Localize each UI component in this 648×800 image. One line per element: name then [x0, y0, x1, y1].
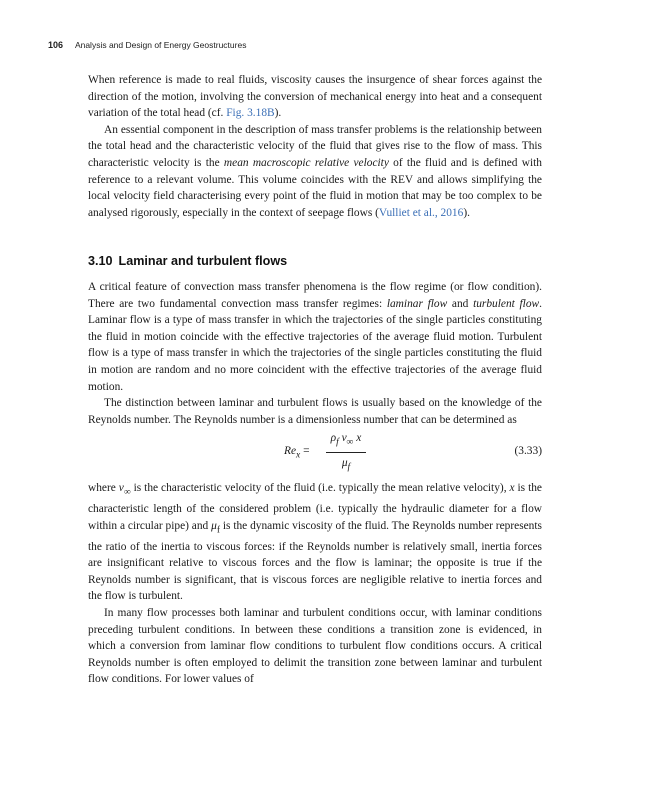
paragraph-text: is the dynamic viscosity of the fluid. The Reynolds number represents the ratio of the inertia to viscous forces: if the Reynolds number is relatively small, inertia forces are insignificant relative to viscous forces and the flow is laminar; the opposite is true if the Reynolds number is significant, that is viscous forces are negligible relative to inertia forces and the flow is turbulent. — [88, 519, 542, 603]
paragraph-text: is the characteristic length of the considered problem (i.e. typically the hydraulic diameter for a flow within a circular pipe) and — [88, 482, 542, 532]
eq-subscript: f — [347, 462, 351, 473]
paragraph-transition-zone: In many flow processes both laminar and turbulent conditions occur, with laminar conditions preceding turbulent conditions. In between these conditions a transition zone is evidenced, in which a conversion from laminar flow conditions to turbulent flow conditions occurs. A critical Reynolds number is often employed to delimit the transition zone between laminar and turbulent flow conditions. For lower values of — [88, 607, 542, 686]
paragraph-text: is the characteristic velocity of the fluid (i.e. typically the mean relative velocity), — [130, 482, 510, 495]
eq-symbol: x — [353, 432, 362, 445]
citation-link[interactable]: Vulliet et al., 2016 — [378, 206, 464, 219]
eq-equals: = — [300, 445, 310, 458]
eq-symbol: v — [338, 432, 347, 445]
equation-3-33 — [88, 430, 542, 476]
emphasis-term: mean macroscopic relative velocity — [223, 156, 389, 169]
running-header — [48, 40, 246, 50]
page-body — [88, 72, 542, 688]
eq-symbol: ρ — [330, 432, 337, 445]
equation-number: (3.33) — [514, 445, 542, 458]
section-heading — [88, 253, 542, 270]
math-symbol: μ — [211, 519, 217, 532]
running-title: Analysis and Design of Energy Geostructures — [74, 40, 247, 50]
eq-subscript: x — [296, 450, 301, 461]
eq-subscript: f — [336, 437, 339, 448]
math-symbol: x — [509, 482, 515, 495]
equation-lhs — [284, 443, 310, 464]
math-symbol: v — [118, 482, 124, 495]
paragraph-characteristic-velocity — [88, 122, 542, 222]
paragraph-text: ). — [463, 206, 470, 219]
emphasis-term: laminar flow — [386, 297, 448, 310]
math-subscript: ∞ — [123, 487, 131, 498]
equation-denominator — [326, 455, 366, 476]
paragraph-flow-regime — [88, 279, 542, 395]
eq-symbol: μ — [341, 457, 348, 470]
paragraph-viscosity — [88, 72, 542, 122]
paragraph-text: An essential component in the description of mass transfer problems is the relationship between the total head and the characteristic velocity of the fluid that gives rise to the flow of mass. This characteristic velocity is the — [88, 123, 542, 169]
figure-link[interactable]: Fig. 3.18B — [226, 107, 275, 120]
paragraph-text: A critical feature of convection mass transfer phenomena is the flow regime (or flow condition). There are two fundamental convection mass transfer regimes: — [88, 280, 542, 310]
section-number: 3.10 — [88, 254, 113, 269]
eq-symbol: Re — [284, 445, 297, 458]
paragraph-text: of the fluid and is defined with reference to a relevant volume. This volume coincides with the REV and allows simplifying the local velocity field characterising every point of the fluid in motion that may be too complex to be analysed rigorously, especially in the context of seepage flows ( — [88, 156, 542, 219]
paragraph-reynolds-intro: The distinction between laminar and turbulent flows is usually based on the knowledge of the Reynolds number. The Reynolds number is a dimensionless number that can be determined as — [88, 397, 542, 426]
section-title: Laminar and turbulent flows — [118, 254, 288, 269]
fraction-bar — [326, 452, 366, 453]
paragraph-text: ). — [274, 107, 282, 120]
paragraph-reynolds-definition — [88, 480, 542, 605]
emphasis-term: turbulent flow — [473, 297, 540, 310]
eq-subscript: ∞ — [346, 437, 354, 448]
paragraph-text: When reference is made to real fluids, viscosity causes the insurgence of shear forces against the direction of the motion, involving the conversion of mechanical energy into heat and a consequent variation of the total head (cf. — [88, 74, 542, 120]
equation-fraction — [326, 430, 366, 476]
equation-numerator — [326, 430, 366, 451]
paragraph-text: and — [447, 297, 474, 310]
paragraph-text: where — [88, 482, 119, 495]
page-number: 106 — [48, 40, 64, 50]
math-subscript: f — [216, 525, 220, 536]
paragraph-text: . Laminar flow is a type of mass transfer in which the trajectories of the single particles constituting the fluid in motion coincide with the effective trajectories of the average fluid motion. Turbulent flow is a type of mass transfer in which the trajectories of the single particles constituting the fluid in motion are random and no more coincident with the effective trajectories of the average fluid motion. — [88, 297, 543, 393]
